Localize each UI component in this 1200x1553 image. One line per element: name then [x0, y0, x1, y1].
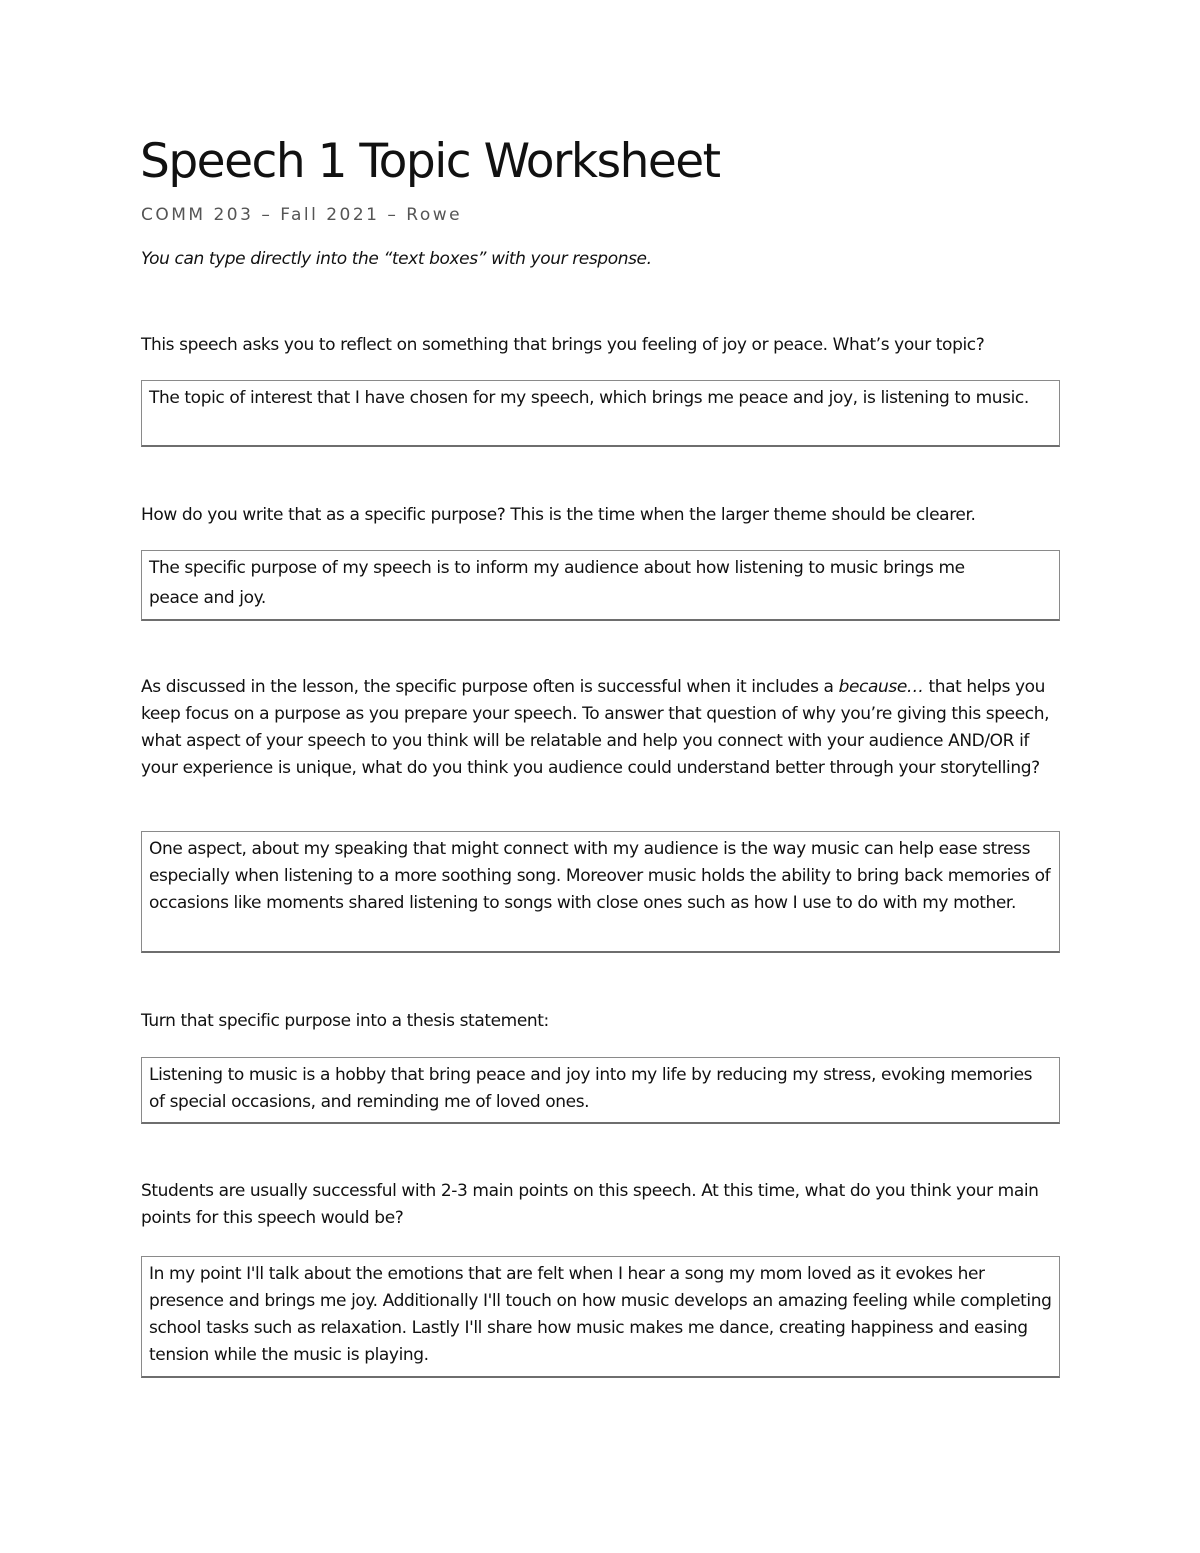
question-thesis-statement: Turn that specific purpose into a thesis statement:	[141, 1011, 549, 1031]
answer-box-specific-purpose[interactable]	[141, 550, 1060, 621]
answer-box-topic[interactable]: The topic of interest that I have chosen for my speech, which brings me peace and joy, is listening to music.	[141, 380, 1060, 447]
question-relatable-aspect-part-2: that helps you keep focus on a purpose as you prepare your speech. To answer that question of why you’re giving this speech, what aspect of your speech to you think will be relatable and help you connect with your audience AND/OR if your experience is unique, what do you think you audience could understand better through your storytelling?	[141, 677, 1050, 778]
answer-specific-purpose-line-2: peace and joy.	[149, 588, 266, 608]
answer-specific-purpose-line-1: The specific purpose of my speech is to inform my audience about how listening to music brings me	[149, 558, 965, 578]
question-relatable-aspect-part-1: As discussed in the lesson, the specific purpose often is successful when it includes a	[141, 677, 839, 697]
question-topic: This speech asks you to reflect on something that brings you feeling of joy or peace. What’s your topic?	[141, 335, 985, 355]
question-relatable-aspect	[141, 674, 1061, 782]
instruction-text: You can type directly into the “text boxes” with your response.	[141, 249, 652, 269]
question-specific-purpose: How do you write that as a specific purpose? This is the time when the larger theme should be clearer.	[141, 505, 976, 525]
question-relatable-aspect-emphasis: because…	[838, 677, 924, 697]
answer-box-main-points[interactable]: In my point I'll talk about the emotions that are felt when I hear a song my mom loved as it evokes her presence and brings me joy. Additionally I'll touch on how music develops an amazing feeling while completing school tasks such as relaxation. Lastly I'll share how music makes me dance, creating happiness and easing tension while the music is playing.	[141, 1256, 1060, 1378]
answer-box-relatable-aspect[interactable]: One aspect, about my speaking that might connect with my audience is the way music can help ease stress especially when listening to a more soothing song. Moreover music holds the ability to bring back memories of occasions like moments shared listening to songs with close ones such as how I use to do with my mother.	[141, 831, 1060, 953]
answer-box-thesis-statement[interactable]: Listening to music is a hobby that bring peace and joy into my life by reducing my stress, evoking memories of special occasions, and reminding me of loved ones.	[141, 1057, 1060, 1124]
course-subtitle: COMM 203 – Fall 2021 – Rowe	[141, 205, 463, 225]
page-title: Speech 1 Topic Worksheet	[140, 134, 720, 189]
question-main-points: Students are usually successful with 2-3 main points on this speech. At this time, what do you think your main points for this speech would be?	[141, 1181, 1039, 1228]
